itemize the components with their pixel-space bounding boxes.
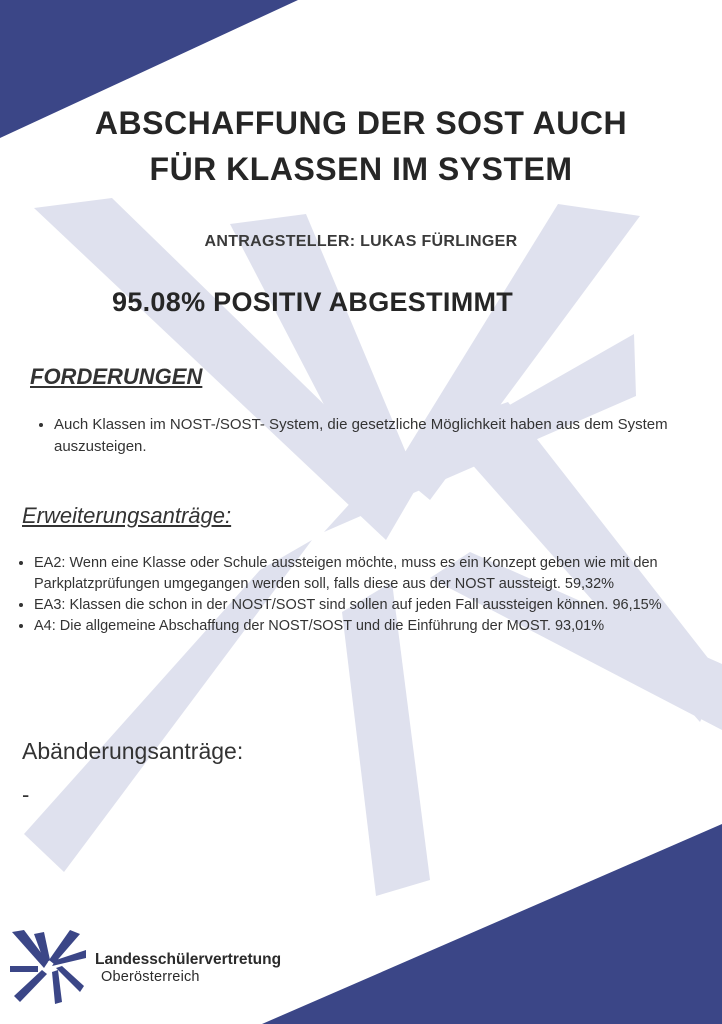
abaenderungsantraege-value: - xyxy=(22,782,30,807)
list-item: • EA2: Wenn eine Klasse oder Schule aussteigen möchte, muss es ein Konzept geben wie mit den Parkplatzprüfungen umgegangen werden soll, falls diese aus der NOST aussteigt. 59,32% xyxy=(34,553,722,595)
erweiterungsantraege-heading: Erweiterungsanträge: xyxy=(22,503,232,528)
list-item: • A4: Die allgemeine Abschaffung der NOST/SOST und die Einführung der MOST. 93,01% xyxy=(34,616,722,637)
erweiterungsantraege-list xyxy=(16,553,722,637)
list-item: • Auch Klassen im NOST-/SOST- System, die gesetzliche Möglichkeit haben aus dem System auszusteigen. xyxy=(54,414,718,458)
org-name: Landesschülervertretung xyxy=(95,951,282,968)
org-region: Oberösterreich xyxy=(101,969,200,985)
vote-result: 95.08% POSITIV ABGESTIMMT xyxy=(112,287,514,317)
title-line-1: ABSCHAFFUNG DER SOST AUCH xyxy=(94,105,628,141)
list-item: • EA3: Klassen die schon in der NOST/SOST sind sollen auf jeden Fall aussteigen können. 96,15% xyxy=(34,595,722,616)
abaenderungsantraege-heading: Abänderungsanträge: xyxy=(22,738,244,764)
page-title xyxy=(40,100,682,192)
forderungen-heading: FORDERUNGEN xyxy=(30,364,203,389)
applicant-line: ANTRAGSTELLER: LUKAS FÜRLINGER xyxy=(204,233,518,250)
title-line-2: FÜR KLASSEN IM SYSTEM xyxy=(149,151,573,187)
forderungen-list xyxy=(36,414,718,458)
org-logo-icon xyxy=(4,926,90,1006)
